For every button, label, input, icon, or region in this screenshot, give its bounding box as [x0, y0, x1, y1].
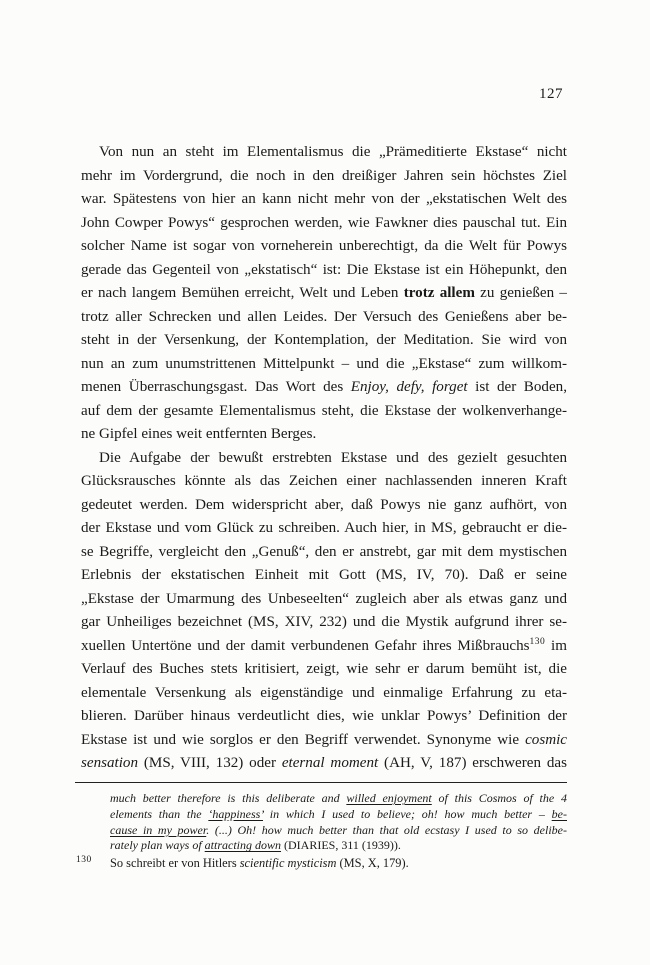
text-line: [110, 823, 567, 839]
footnote-area: [75, 782, 567, 871]
text-line: [81, 400, 567, 424]
text-line: [81, 141, 567, 165]
text-run: der Ekstase und vom Glück zu schreiben. Auch hier, in MS, gebraucht er die-: [81, 520, 567, 536]
text-run: eternal moment: [281, 755, 379, 771]
text-run: auf dem der gesamte Elementalismus steht, die Ekstase der wolkenverhange-: [81, 402, 567, 419]
text-line: [81, 729, 567, 753]
text-run: sensation: [81, 755, 139, 771]
text-line: [81, 329, 567, 353]
text-run: of this Cosmos of the 4: [431, 791, 567, 805]
text-line: [81, 494, 567, 518]
text-run: gar Unheiliges bezeichnet (MS, XIV, 232) und die Mystik aufgrund ihrer se-: [81, 614, 567, 630]
text-line: [81, 611, 567, 635]
text-run: ne Gipfel eines weit entfernten Berges.: [81, 426, 317, 442]
text-run: steht in der Versenkung, der Kontemplation, der Meditation. Sie wird von: [81, 332, 567, 348]
footnote-note: [76, 855, 567, 871]
text-run: gerade das Gegenteil von „ekstatisch“ ist: Die Ekstase ist ein Höhepunkt, den: [81, 261, 567, 278]
text-run: blieren. Darüber hinaus verdeutlicht dies, wie unklar Powys’ Definition der: [81, 708, 567, 724]
text-line: [81, 447, 567, 471]
text-run: elementale Versenkung als eigenständige und einmalige Erfahrung zu eta-: [81, 684, 567, 701]
text-run: scientific mysticism: [239, 856, 337, 871]
text-run: ‘happiness’: [208, 806, 263, 821]
paragraph-2: [81, 447, 567, 776]
text-line: [81, 306, 567, 330]
text-line: [81, 165, 567, 189]
text-run: cosmic: [525, 731, 567, 748]
text-run: im: [545, 637, 567, 654]
text-run: . (...) Oh! how much better than that old ecstasy I used to so delibe-: [206, 822, 567, 837]
text-line: [81, 188, 567, 212]
text-run: much better therefore is this deliberate and: [110, 791, 347, 805]
text-run: Erlebnis der ekstatischen Einheit mit Gott (MS, IV, 70). Daß er seine: [81, 567, 567, 583]
text-run: zu genießen –: [474, 285, 567, 301]
text-run: in which I used to believe; oh! how much better –: [263, 806, 552, 821]
text-line: [81, 705, 567, 729]
page-number: 127: [539, 86, 563, 102]
text-run: rately plan ways of: [110, 838, 205, 853]
text-line: [81, 259, 567, 283]
text-line: [81, 376, 567, 400]
text-run: se Begriffe, vergleicht den „Genuß“, den er anstrebt, gar mit dem mystischen: [81, 543, 567, 560]
text-line: [110, 791, 567, 807]
text-run: be-: [551, 806, 567, 821]
text-line: [81, 682, 567, 706]
text-run: So schreibt er von Hitlers: [110, 856, 240, 871]
text-run: Glücksrausches könnte als das Zeichen einer nachlassenden inneren Kraft: [81, 473, 567, 489]
text-line: [81, 470, 567, 494]
text-line: [81, 635, 567, 659]
text-run: menen Überraschungsgast. Das Wort des: [81, 379, 351, 395]
text-run: Ekstase ist und wie sorglos er den Begriff verwendet. Synonyme wie: [81, 731, 526, 748]
footnote-separator-rule: [75, 782, 567, 783]
text-line: [81, 564, 567, 588]
text-run: gedeutet werden. Dem widerspricht aber, daß Powys nie ganz aufhört, von: [81, 496, 567, 513]
text-run: John Cowper Powys“ gesprochen werden, wie Fawkner dies pauschal tut. Ein: [81, 214, 567, 231]
text-run: mehr im Vordergrund, die noch in den dreißiger Jahren sein höchstes Ziel: [81, 167, 567, 184]
footnote-ref: 130: [529, 636, 546, 647]
text-line: [81, 658, 567, 682]
footnote-marker: 130: [76, 855, 92, 866]
text-line: [81, 588, 567, 612]
text-line: [110, 838, 567, 854]
text-run: Enjoy, defy, forget: [350, 379, 468, 395]
text-run: attracting down: [204, 838, 282, 853]
text-run: (MS, VIII, 132) oder: [138, 755, 282, 771]
text-run: Verlauf des Buches stets kritisiert, zeigt, wie sehr er darum bemüht ist, die: [81, 661, 567, 677]
body-text: [81, 141, 567, 776]
text-run: willed enjoyment: [346, 791, 432, 805]
text-line: [81, 517, 567, 541]
text-run: ist der Boden,: [467, 379, 567, 395]
text-run: war. Spätestens von hier an kann nicht mehr von der „ekstatischen Welt des: [81, 191, 567, 207]
text-run: (DIARIES, 311 (1939)).: [281, 838, 401, 853]
paragraph-1: [81, 141, 567, 447]
text-line: [81, 423, 567, 447]
text-line: [81, 282, 567, 306]
text-run: trotz aller Schrecken und allen Leides. Der Versuch des Genießens aber be-: [81, 308, 567, 325]
text-line: [81, 541, 567, 565]
text-line: [81, 235, 567, 259]
text-run: er nach langem Bemühen erreicht, Welt und Leben: [81, 285, 404, 301]
text-run: (MS, X, 179).: [336, 856, 409, 871]
text-run: cause in my power: [110, 822, 207, 837]
text-run: xuellen Untertöne und der damit verbundenen Gefahr ihres Mißbrauchs: [81, 637, 530, 654]
text-run: (AH, V, 187) erschweren das: [378, 755, 567, 771]
text-line: [81, 212, 567, 236]
text-run: trotz allem: [403, 285, 475, 301]
text-run: elements than the: [110, 806, 209, 821]
text-run: „Ekstase der Umarmung des Unbeseelten“ zugleich aber als etwas ganz und: [81, 590, 567, 607]
text-run: nun an zum unumstrittenen Mittelpunkt – und die „Ekstase“ zum willkom-: [81, 355, 567, 372]
text-run: Die Aufgabe der bewußt erstrebten Ekstase und des gezielt gesuchten: [99, 449, 567, 466]
text-line: [110, 807, 567, 823]
footnote-quote: [110, 791, 567, 854]
text-line: [81, 752, 567, 776]
text-run: Von nun an steht im Elementalismus die „Prämeditierte Ekstase“ nicht: [99, 144, 567, 160]
text-line: [81, 353, 567, 377]
text-run: solcher Name ist sogar von vorneherein unberechtigt, da die Welt für Powys: [81, 238, 567, 254]
